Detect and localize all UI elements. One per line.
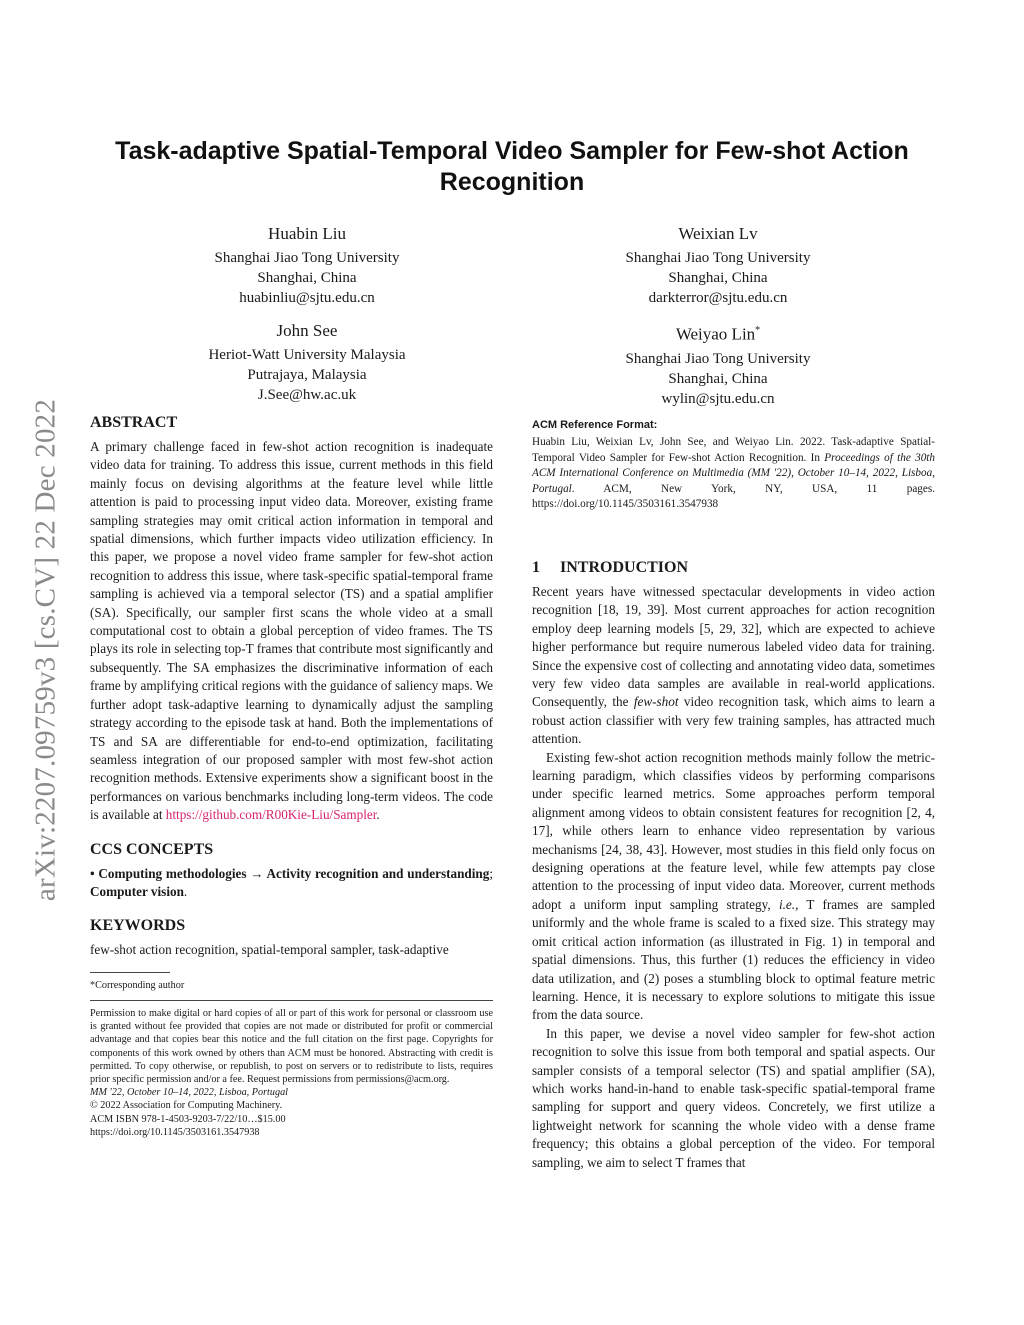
corresponding-footnote: *Corresponding author bbox=[90, 979, 185, 991]
author-affiliation: Shanghai Jiao Tong University bbox=[625, 350, 811, 367]
intro-p2-emphasis: i.e., bbox=[778, 896, 799, 912]
author-affiliation: Shanghai Jiao Tong University bbox=[625, 250, 811, 266]
author-block bbox=[147, 319, 467, 405]
permission-text: Permission to make digital or hard copies of all or part of this work for personal or classroom use is granted without fee provided that copies are not made or distributed for profit or commercial advantage and that copies bear this notice and the full citation on the first page. Copyrights for components of this work owned by others than ACM must be honored. Abstracting with credit is permitted. To copy otherwise, or republish, to post on servers or to redistribute to lists, requires prior specific permission and/or a fee. Request permissions from permissions@acm.org. bbox=[90, 1007, 493, 1085]
code-link[interactable]: https://github.com/R00Kie-Liu/Sampler bbox=[165, 807, 377, 823]
ccs-concept-primary: • Computing methodologies → Activity recognition and understanding bbox=[90, 865, 490, 881]
copyright-line: © 2022 Association for Computing Machinery. bbox=[90, 1100, 283, 1112]
author-name-text: Weiyao Lin bbox=[675, 324, 756, 344]
author-location: Putrajaya, Malaysia bbox=[247, 367, 367, 383]
permission-divider bbox=[90, 1000, 493, 1001]
arxiv-id-text: arXiv:2207.09759v3 [cs.CV] 22 Dec 2022 bbox=[29, 398, 62, 902]
acm-ref-proceedings: Proceedings of the 30th ACM International Conference on Multimedia (MM '22), October 10–14, 2022, Lisboa, Portugal bbox=[532, 451, 936, 495]
keywords-text: few-shot action recognition, spatial-temporal sampler, task-adaptive bbox=[90, 942, 449, 958]
author-name bbox=[558, 319, 878, 347]
intro-paragraph-1 bbox=[532, 583, 935, 749]
intro-paragraph-3: In this paper, we devise a novel video sampler for few-shot action recognition to solve this issue from both temporal and spatial aspects. Our sampler consists of a temporal selector (TS) and spatial amplifier (SA), which works hand-in-hand to enable task-specific spatial-temporal frame sampling for support and query videos. Concretely, we first utilize a lightweight network for scanning the whole video with a dense frame frequency; this obtains a global perception of the video. For temporal sampling, we aim to select T frames that bbox=[532, 1025, 935, 1170]
intro-p1-text: Recent years have witnessed spectacular developments in video action recognition [18, 19, 39]. Most current approaches for action recognition employ deep learning models [5, 29, 32], which are expected to achieve higher performance but require numerous labeled video data for training. Since the expensive cost of collecting and annotating video data, sometimes very few video data samples are available in real-world applications. Consequently, the bbox=[532, 583, 935, 710]
right-column bbox=[532, 418, 935, 1172]
author-name: John See bbox=[276, 321, 338, 340]
section-title: INTRODUCTION bbox=[560, 558, 689, 576]
author-email[interactable]: wylin@sjtu.edu.cn bbox=[661, 390, 775, 407]
author-block bbox=[147, 222, 467, 308]
author-location: Shanghai, China bbox=[257, 270, 357, 286]
ccs-separator: ; bbox=[489, 865, 493, 881]
abstract-text bbox=[90, 438, 493, 825]
ccs-concept-secondary: Computer vision bbox=[90, 883, 184, 899]
section-number: 1 bbox=[532, 558, 540, 576]
acm-reference-text bbox=[532, 435, 935, 513]
author-name: Weixian Lv bbox=[678, 224, 758, 243]
acm-reference-label: ACM Reference Format: bbox=[532, 419, 658, 431]
author-affiliation: Shanghai Jiao Tong University bbox=[214, 250, 400, 266]
footnote-divider bbox=[90, 972, 170, 973]
left-column bbox=[90, 412, 493, 1139]
ccs-text bbox=[90, 865, 493, 902]
author-block bbox=[558, 222, 878, 308]
ccs-heading: CCS CONCEPTS bbox=[90, 840, 214, 858]
paper-title: Task-adaptive Spatial-Temporal Video Sampler for Few-shot Action Recognition bbox=[115, 137, 909, 196]
corresponding-mark: * bbox=[755, 325, 761, 336]
acm-ref-authors: Huabin Liu, Weixian Lv, John See, and Weiyao Lin. 2022. Task-adaptive Spatial-Temporal Video Sampler for Few-shot Action Recognition. In bbox=[532, 436, 935, 464]
introduction-heading bbox=[532, 557, 935, 579]
doi-line[interactable]: https://doi.org/10.1145/3503161.3547938 bbox=[90, 1126, 260, 1138]
intro-p1-emphasis: few-shot bbox=[633, 694, 679, 710]
acm-ref-publisher: . ACM, New York, NY, USA, 11 pages. https://doi.org/10.1145/3503161.3547938 bbox=[532, 482, 935, 511]
conference-info: MM '22, October 10–14, 2022, Lisboa, Portugal bbox=[90, 1087, 288, 1099]
isbn-line: ACM ISBN 978-1-4503-9203-7/22/10…$15.00 bbox=[90, 1113, 286, 1125]
intro-paragraph-2 bbox=[532, 749, 935, 1025]
ccs-end: . bbox=[183, 883, 188, 899]
author-location: Shanghai, China bbox=[668, 370, 768, 387]
intro-p2-text: Existing few-shot action recognition methods mainly follow the metric-learning paradigm, which classifies videos by performing comparisons under specific learned metrics. Some approaches perform temporal alignment among videos to obtain consistent features for recognition [2, 4, 17], while others learn to enhance video representation by various mechanisms [24, 38, 43]. However, most studies in this field only focus on designing operations at the feature level, while few attempts pay close attention to the processing of input video data. Moreover, current methods adopt a uniform input sampling strategy, bbox=[532, 749, 935, 912]
author-name: Huabin Liu bbox=[268, 224, 346, 243]
author-email[interactable]: huabinliu@sjtu.edu.cn bbox=[239, 290, 375, 306]
abstract-end: . bbox=[376, 807, 380, 823]
author-email[interactable]: darkterror@sjtu.edu.cn bbox=[648, 290, 788, 306]
author-location: Shanghai, China bbox=[668, 270, 768, 286]
author-email[interactable]: J.See@hw.ac.uk bbox=[257, 387, 357, 403]
conference-line bbox=[90, 1086, 493, 1099]
author-block bbox=[558, 319, 878, 409]
arxiv-identifier-stamp bbox=[26, 350, 66, 950]
intro-p2-text-cont: T frames are sampled uniformly and the whole frame is scaled to a fixed size. This strategy may omit critical action information (as illustrated in Fig. 1) in temporal and spatial dimensions. Thus, this further (1) reduces the efficiency in video data utilization, and (2) poses a stumbling block to optimal feature metric learning. Hence, it is necessary to explore solutions to mitigate this issue from the data source. bbox=[532, 896, 935, 1023]
abstract-body: A primary challenge faced in few-shot action recognition is inadequate video data for training. To address this issue, current methods in this field mainly focus on devising algorithms at the feature level while little attention is paid to processing input video data. Moreover, existing frame sampling strategies may omit critical action information in temporal and spatial dimensions, which further impacts video utilization efficiency. In this paper, we propose a novel video frame sampler for few-shot action recognition to address this issue, where task-specific spatial-temporal frame sampling is achieved via a temporal selector (TS) and a spatial amplifier (SA). Specifically, our sampler first scans the whole video at a small computational cost to obtain a global perception of video frames. The TS plays its role in selecting top-T frames that contribute most significantly and subsequently. The SA emphasizes the discriminative information of each frame by amplifying critical regions with the guidance of saliency maps. We further adopt task-adaptive learning to dynamically adjust the sampling strategy according to the episode task at hand. Both the implementations of TS and SA are differentiable for end-to-end optimization, facilitating seamless integration of our proposed sampler with most few-shot action recognition methods. Extensive experiments show a significant boost in the performances on various benchmarks including long-term videos. The code is available at bbox=[90, 439, 493, 823]
intro-p1-text-cont: video recognition task, which aims to learn a robust action classifier with very few training samples, has attracted much attention. bbox=[532, 694, 936, 747]
author-affiliation: Heriot-Watt University Malaysia bbox=[208, 347, 406, 363]
keywords-heading: KEYWORDS bbox=[90, 917, 186, 935]
abstract-heading: ABSTRACT bbox=[90, 414, 178, 431]
